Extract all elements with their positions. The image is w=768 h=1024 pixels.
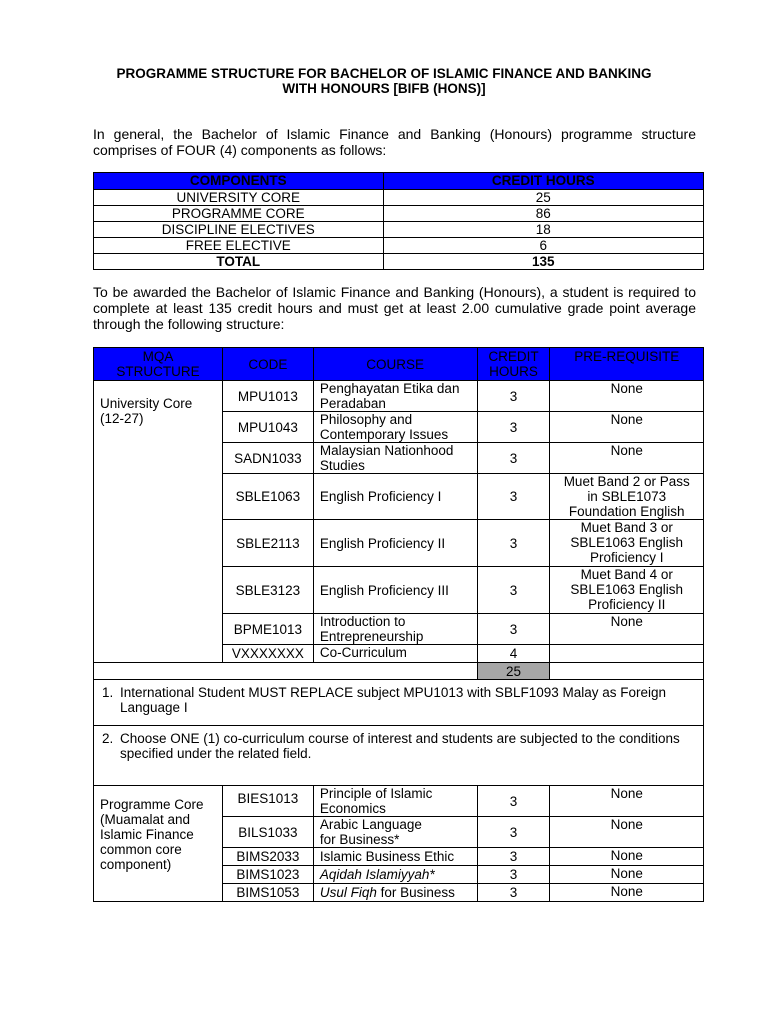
component-credit: 86: [383, 206, 703, 222]
course-credit: 3: [477, 848, 550, 866]
code-header: CODE: [222, 348, 313, 381]
course-prerequisite: None: [550, 614, 704, 645]
mqa-credit-range: (12-27): [100, 411, 144, 426]
table-row: [94, 222, 704, 238]
course-prerequisite: Muet Band 3 or SBLE1063 English Proficiency I: [550, 520, 704, 567]
component-credit: 6: [383, 238, 703, 254]
course-credit: 3: [477, 884, 550, 902]
note-row: [94, 680, 704, 726]
structure-header-row: [94, 348, 704, 381]
intro-paragraph: In general, the Bachelor of Islamic Finance and Banking (Honours) programme structure comprises of FOUR (4) components as follows:: [93, 126, 696, 158]
document-title: [60, 66, 708, 96]
course-prerequisite: [550, 645, 704, 663]
credit-hours-header: CREDIT HOURS: [477, 348, 550, 381]
course-prerequisite: None: [550, 443, 704, 474]
course-code: BPME1013: [222, 614, 313, 645]
course-prerequisite: None: [550, 786, 704, 817]
note-text: International Student MUST REPLACE subject MPU1013 with SBLF1093 Malay as Foreign Language I: [120, 685, 667, 715]
course-code: BIMS2033: [222, 848, 313, 866]
course-name: Usul Fiqh for Business: [313, 884, 477, 902]
course-prerequisite: None: [550, 866, 704, 884]
table-row: [94, 238, 704, 254]
course-credit: 3: [477, 381, 550, 412]
course-prerequisite: None: [550, 884, 704, 902]
course-credit: 3: [477, 866, 550, 884]
course-credit: 3: [477, 817, 550, 848]
title-line-1: PROGRAMME STRUCTURE FOR BACHELOR OF ISLAMIC FINANCE AND BANKING: [116, 66, 652, 81]
note-row: [94, 726, 704, 786]
university-core-subtotal: 25: [477, 663, 550, 680]
course-code: SBLE1063: [222, 474, 313, 520]
course-code: BIES1013: [222, 786, 313, 817]
course-name: Introduction to Entrepreneurship: [313, 614, 477, 645]
table-row: [94, 786, 704, 817]
course-name: Malaysian Nationhood Studies: [313, 443, 477, 474]
course-name: Aqidah Islamiyyah*: [313, 866, 477, 884]
course-credit: 4: [477, 645, 550, 663]
course-name: Penghayatan Etika dan Peradaban: [313, 381, 477, 412]
course-credit: 3: [477, 614, 550, 645]
course-code: SBLE2113: [222, 520, 313, 567]
course-name: Co-Curriculum: [313, 645, 477, 663]
table-row: [94, 206, 704, 222]
note-2: [94, 726, 704, 786]
course-name: Principle of Islamic Economics: [313, 786, 477, 817]
course-prerequisite: Muet Band 2 or Pass in SBLE1073 Foundation English: [550, 474, 704, 520]
component-name: PROGRAMME CORE: [94, 206, 384, 222]
mqa-structure-header: MQA STRUCTURE: [94, 348, 223, 381]
course-header: COURSE: [313, 348, 477, 381]
components-header-row: [94, 173, 704, 190]
course-code: SADN1033: [222, 443, 313, 474]
course-credit: 3: [477, 412, 550, 443]
course-credit: 3: [477, 474, 550, 520]
note-text: Choose ONE (1) co-curriculum course of interest and students are subjected to the conditions specified under the related field.: [120, 731, 680, 761]
total-row: [94, 254, 704, 270]
credit-hours-header: CREDIT HOURS: [383, 173, 703, 190]
course-name: Islamic Business Ethic: [313, 848, 477, 866]
course-code: SBLE3123: [222, 567, 313, 614]
subtotal-empty-cell: [550, 663, 704, 680]
prerequisite-header: PRE-REQUISITE: [550, 348, 704, 381]
components-header: COMPONENTS: [94, 173, 384, 190]
component-credit: 25: [383, 190, 703, 206]
course-credit: 3: [477, 786, 550, 817]
course-prerequisite: None: [550, 817, 704, 848]
course-prerequisite: None: [550, 848, 704, 866]
mqa-programme-core: Programme Core (Muamalat and Islamic Finance common core component): [94, 786, 223, 902]
title-line-2: WITH HONOURS [BIFB (HONS)]: [282, 81, 486, 96]
course-prerequisite: Muet Band 4 or SBLE1063 English Proficiency II: [550, 567, 704, 614]
component-credit: 18: [383, 222, 703, 238]
course-code: MPU1043: [222, 412, 313, 443]
course-credit: 3: [477, 520, 550, 567]
mqa-label: University Core: [100, 396, 193, 411]
table-row: [94, 190, 704, 206]
course-code: BIMS1023: [222, 866, 313, 884]
course-prerequisite: None: [550, 381, 704, 412]
course-code: BIMS1053: [222, 884, 313, 902]
note-number: 1.: [102, 685, 114, 700]
course-credit: 3: [477, 443, 550, 474]
course-name: Philosophy and Contemporary Issues: [313, 412, 477, 443]
components-table: [93, 172, 704, 270]
mqa-university-core: [94, 381, 223, 663]
component-name: FREE ELECTIVE: [94, 238, 384, 254]
course-name: English Proficiency III: [313, 567, 477, 614]
course-prerequisite: None: [550, 412, 704, 443]
requirement-paragraph: To be awarded the Bachelor of Islamic Finance and Banking (Honours), a student is required to complete at least 135 credit hours and must get at least 2.00 cumulative grade point average through the following structure:: [93, 284, 696, 332]
subtotal-row: [94, 663, 704, 680]
course-name: English Proficiency I: [313, 474, 477, 520]
total-label: TOTAL: [94, 254, 384, 270]
note-number: 2.: [102, 731, 114, 746]
table-row: [94, 381, 704, 412]
total-credit: 135: [383, 254, 703, 270]
course-code: BILS1033: [222, 817, 313, 848]
course-credit: 3: [477, 567, 550, 614]
structure-table: [93, 347, 704, 902]
course-name: English Proficiency II: [313, 520, 477, 567]
component-name: UNIVERSITY CORE: [94, 190, 384, 206]
note-1: [94, 680, 704, 726]
component-name: DISCIPLINE ELECTIVES: [94, 222, 384, 238]
course-code: MPU1013: [222, 381, 313, 412]
course-code: VXXXXXXX: [222, 645, 313, 663]
subtotal-spacer: [94, 663, 478, 680]
course-name: Arabic Language for Business*: [313, 817, 477, 848]
mqa-label: Programme Core: [100, 797, 204, 812]
